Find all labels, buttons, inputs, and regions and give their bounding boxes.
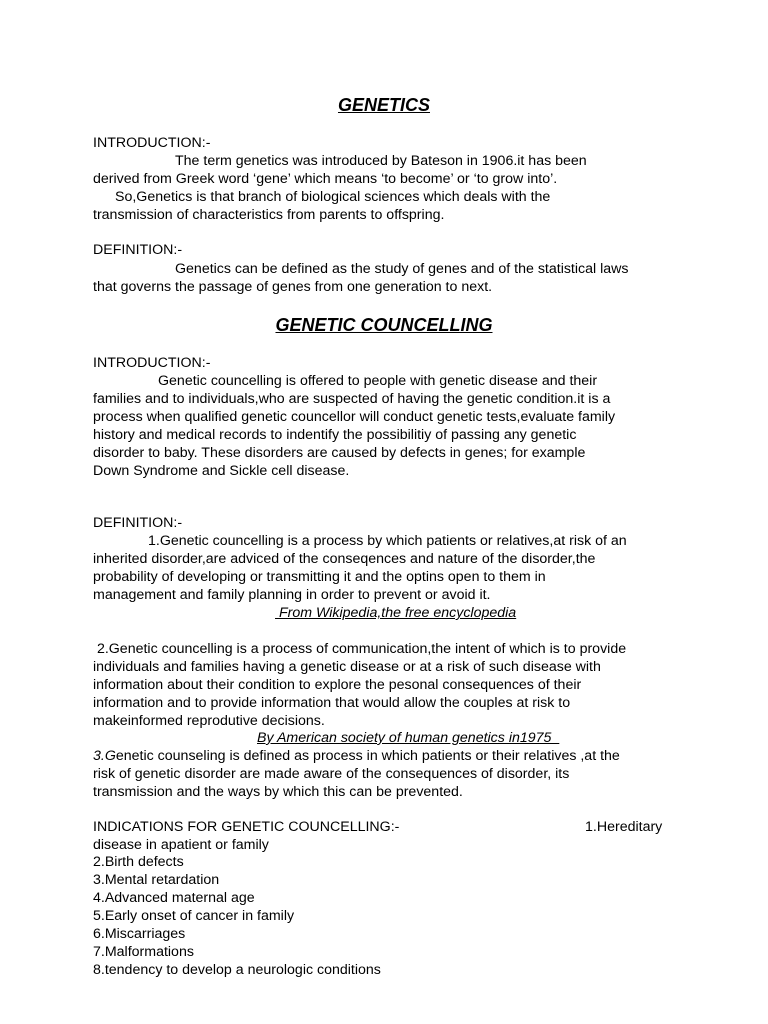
definition-2-line: information about their condition to explore the pesonal consequences of their — [93, 677, 582, 693]
indication-item: 6.Miscarriages — [93, 926, 186, 942]
indication-item: 7.Malformations — [93, 944, 194, 960]
counselling-intro-line: families and to individuals,who are suspected of having the genetic condition.it is a — [93, 391, 611, 407]
counselling-intro-line: history and medical records to indentify the possibilitiy of passing any genetic — [93, 427, 577, 443]
definition-3-text: enetic counseling is defined as process in which patients or their relatives ,at the — [115, 748, 620, 764]
genetics-definition-heading: DEFINITION:- — [93, 242, 183, 258]
definition-2-line: makeinformed reprodutive decisions. — [93, 713, 325, 729]
indication-item: 8.tendency to develop a neurologic conditions — [93, 962, 381, 978]
definition-2-line: 2.Genetic councelling is a process of communication,the intent of which is to provide — [93, 641, 627, 657]
definition-1-source: From Wikipedia,the free encyclopedia — [275, 605, 517, 621]
indication-item: 1.Hereditary — [585, 819, 663, 835]
indication-item: 2.Birth defects — [93, 854, 184, 870]
indication-item: disease in apatient or family — [93, 837, 269, 853]
genetics-intro-heading: INTRODUCTION:- — [93, 135, 211, 151]
genetics-intro-line: transmission of characteristics from parents to offspring. — [93, 207, 445, 223]
definition-3-prefix: 3.G — [93, 748, 116, 764]
genetics-title: GENETICS — [337, 95, 430, 115]
indication-item: 5.Early onset of cancer in family — [93, 908, 295, 924]
definition-1-line: probability of developing or transmitting it and the optins open to them in — [93, 569, 546, 585]
counselling-title: GENETIC COUNCELLING — [275, 315, 493, 335]
definition-3-line: risk of genetic disorder are made aware of the consequences of disorder, its — [93, 766, 570, 782]
definition-3-line — [93, 747, 620, 765]
genetics-intro-line: derived from Greek word ‘gene’ which means ‘to become’ or ‘to grow into’. — [93, 171, 558, 187]
indications-heading: INDICATIONS FOR GENETIC COUNCELLING:- — [93, 819, 400, 835]
genetics-intro-line: The term genetics was introduced by Bateson in 1906.it has been — [175, 153, 587, 169]
genetics-definition-line: that governs the passage of genes from one generation to next. — [93, 279, 493, 295]
counselling-intro-line: Down Syndrome and Sickle cell disease. — [93, 463, 350, 479]
counselling-intro-line: disorder to baby. These disorders are caused by defects in genes; for example — [93, 445, 586, 461]
counselling-intro-line: Genetic councelling is offered to people with genetic disease and their — [158, 373, 598, 389]
definition-1-line: inherited disorder,are adviced of the conseqences and nature of the disorder,the — [93, 551, 596, 567]
definition-2-line: information and to provide information that would allow the couples at risk to — [93, 695, 571, 711]
counselling-intro-heading: INTRODUCTION:- — [93, 355, 211, 371]
definition-2-source: By American society of human genetics in1975 — [257, 730, 560, 746]
genetics-definition-line: Genetics can be defined as the study of genes and of the statistical laws — [175, 261, 629, 277]
genetics-intro-line: So,Genetics is that branch of biological sciences which deals with the — [115, 189, 551, 205]
counselling-intro-line: process when qualified genetic councellor will conduct genetic tests,evaluate family — [93, 409, 616, 425]
counselling-definition-heading: DEFINITION:- — [93, 515, 183, 531]
definition-3-line: transmission and the ways by which this can be prevented. — [93, 784, 463, 800]
indication-item: 3.Mental retardation — [93, 872, 220, 888]
definition-1-line: management and family planning in order to prevent or avoid it. — [93, 587, 491, 603]
definition-2-line: individuals and families having a genetic disease or at a risk of such disease with — [93, 659, 601, 675]
definition-1-line: 1.Genetic councelling is a process by which patients or relatives,at risk of an — [148, 533, 627, 549]
indication-item: 4.Advanced maternal age — [93, 890, 255, 906]
